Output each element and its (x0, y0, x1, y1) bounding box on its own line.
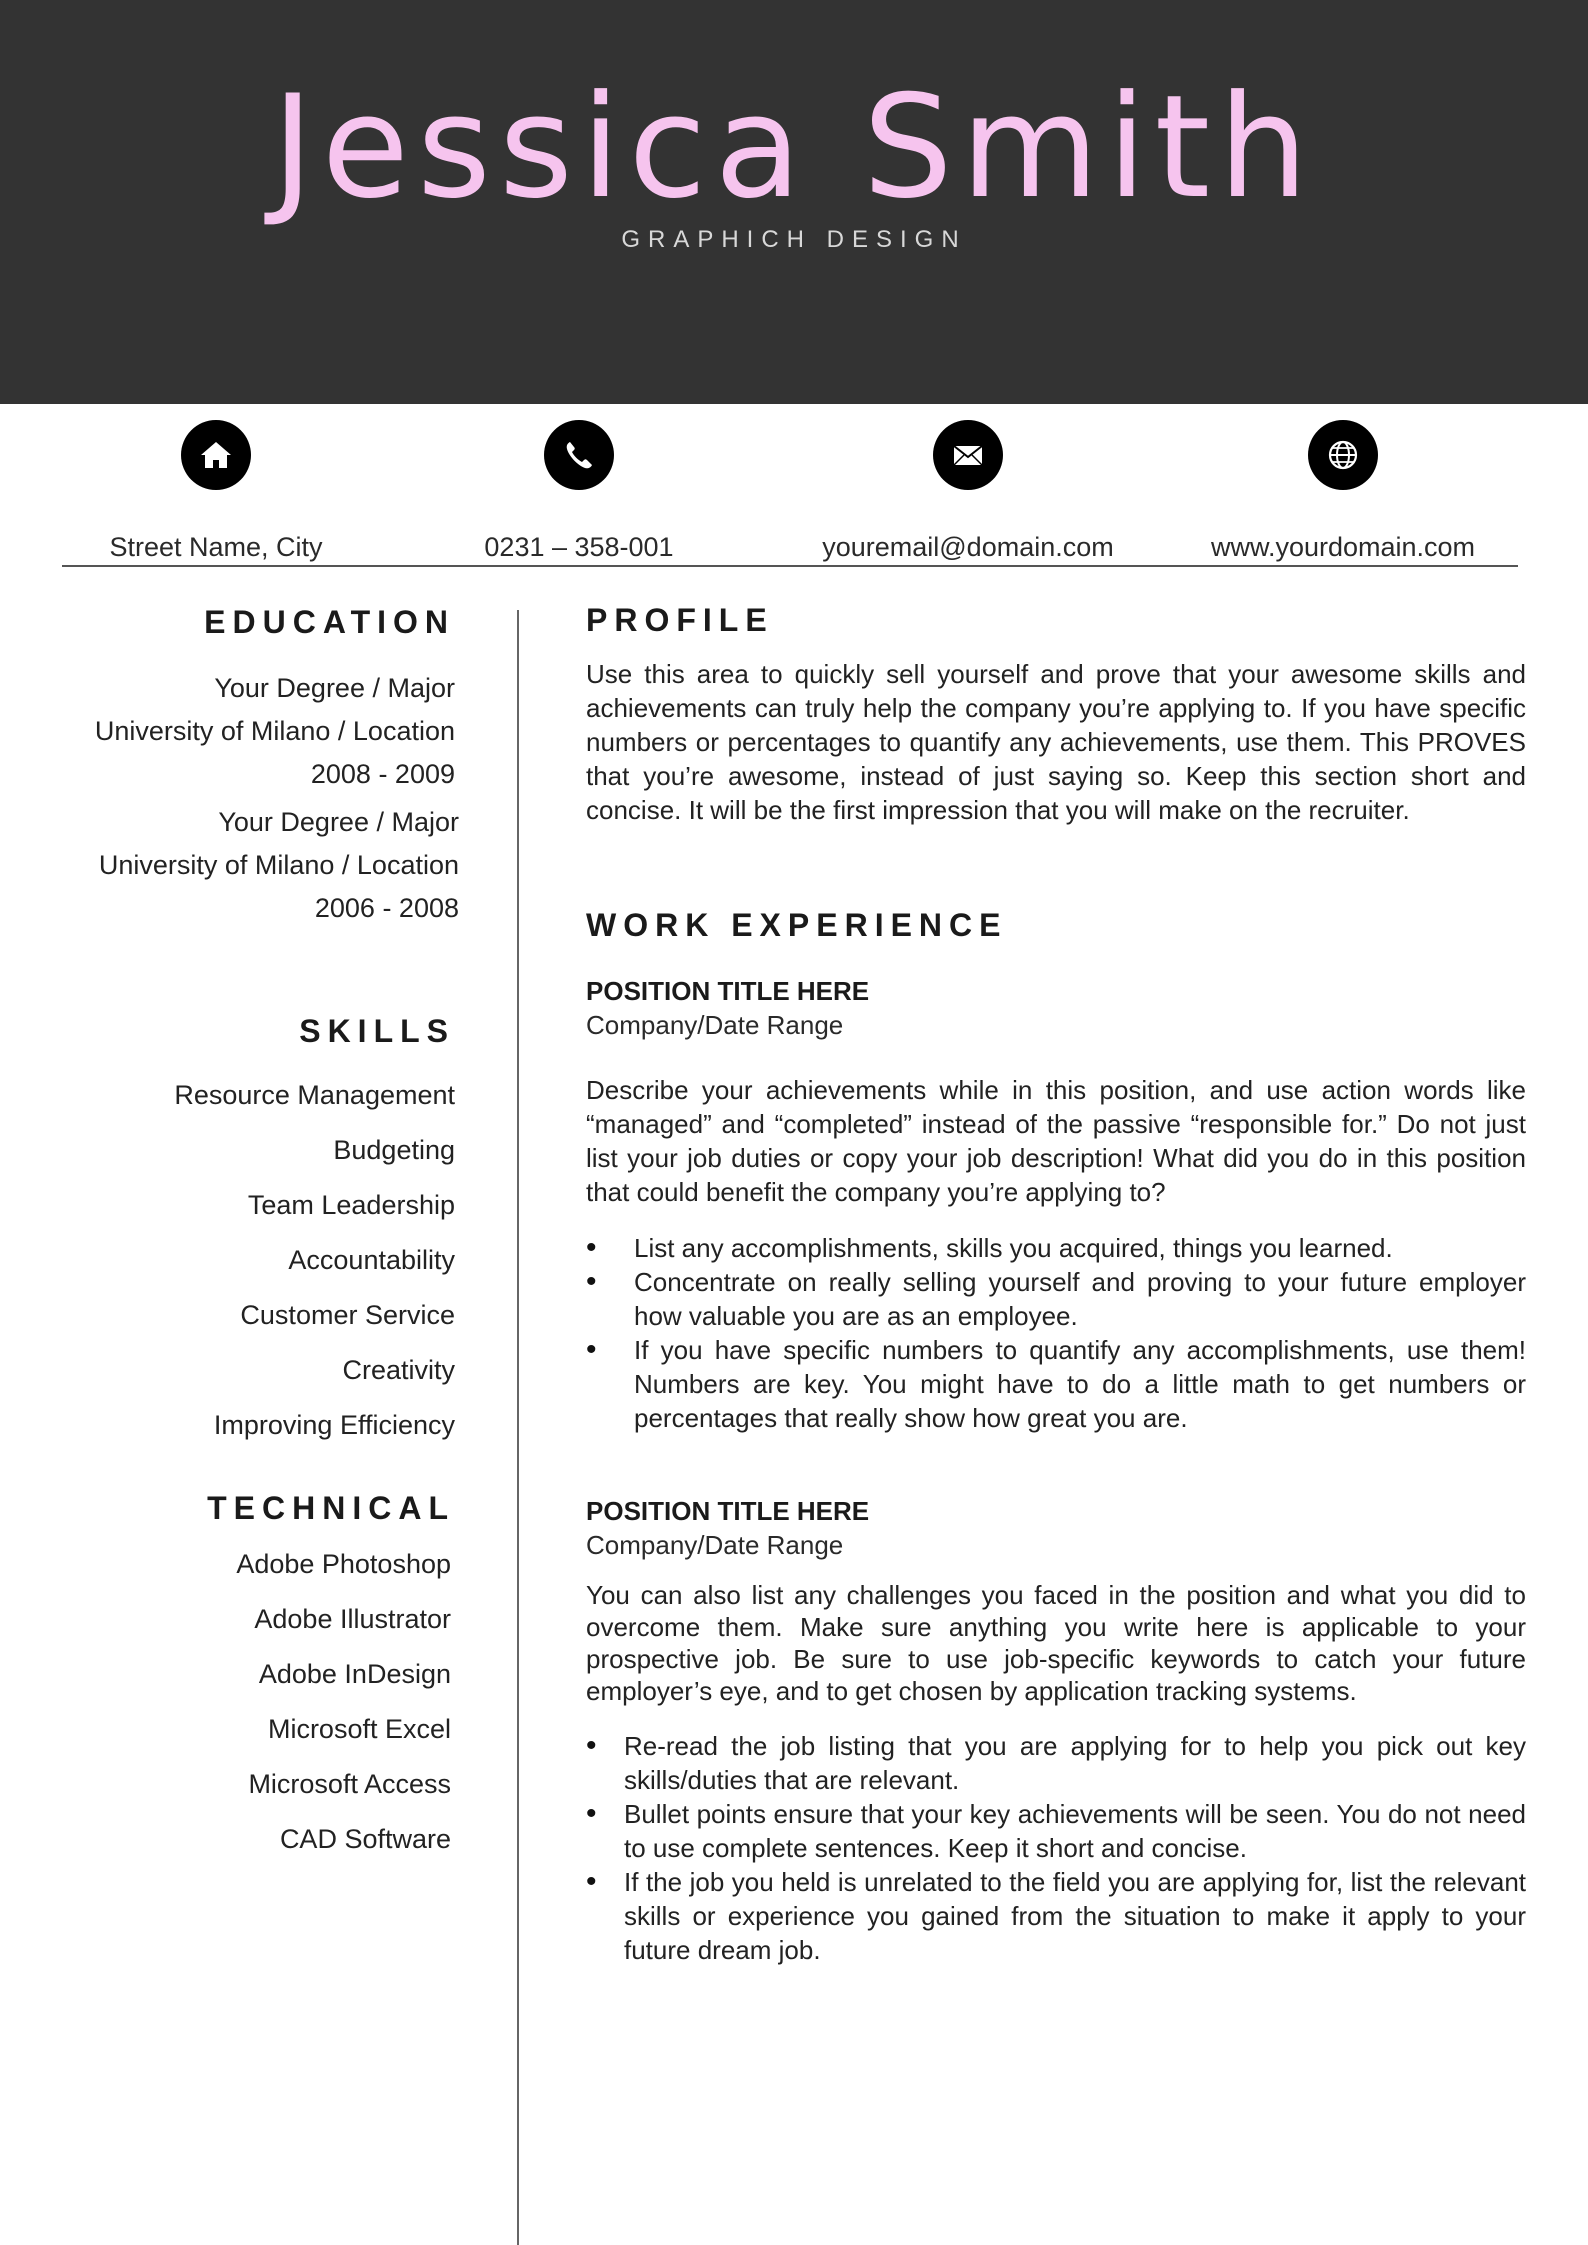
job-bullet: • Re-read the job listing that you are applying for to help you pick out key skills/duties that are relevant. (586, 1729, 1526, 1797)
job-bullet: • Concentrate on really selling yourself and proving to your future employer how valuable you are as an employee. (586, 1265, 1526, 1333)
skill-item: Customer Service (240, 1300, 455, 1330)
skill-item: Team Leadership (247, 1190, 455, 1220)
address-text: Street Name, City (109, 532, 323, 562)
job-position: POSITION TITLE HERE (586, 1496, 870, 1526)
work-section (586, 907, 1526, 1967)
education-entry (40, 667, 455, 796)
education-entry (40, 801, 459, 930)
phone-text: 0231 – 358-001 (484, 532, 674, 562)
job-bullets (586, 1729, 1526, 1967)
job-bullet: • If you have specific numbers to quantify any accomplishments, use them! Numbers are key. You might have to do a little math to get numbers or percentages that really show how great you are. (586, 1333, 1526, 1435)
job-bullet: • If the job you held is unrelated to the field you are applying for, list the relevant skills or experience you gained from the situation to make it apply to your future dream job. (586, 1865, 1526, 1967)
job-entry (586, 1494, 1526, 1967)
education-years: 2008 - 2009 (310, 759, 455, 789)
education-school: University of Milano / Location (94, 716, 455, 746)
job-description: You can also list any challenges you faced in the position and what you did to overcome them. Make sure anything you write here is applicable to your prospective job. Be sure to use job-specific keywords to catch your future employer’s eye, and to get chosen by application tracking systems. (586, 1580, 1526, 1706)
email-icon (933, 420, 1003, 490)
job-company: Company/Date Range (586, 1530, 844, 1560)
column-divider (517, 610, 519, 2245)
skill-item: Creativity (342, 1355, 455, 1385)
work-title: WORK EXPERIENCE (586, 907, 1008, 943)
technical-title: TECHNICAL (207, 1490, 455, 1526)
header-banner (0, 0, 1588, 404)
skills-title: SKILLS (299, 1013, 455, 1049)
education-section (40, 604, 459, 930)
email-text: youremail@domain.com (822, 532, 1114, 562)
education-years: 2006 - 2008 (314, 893, 459, 923)
technical-item: Microsoft Access (248, 1769, 451, 1799)
technical-item: Adobe Illustrator (254, 1604, 451, 1634)
profile-text: Use this area to quickly sell yourself and prove that your awesome skills and achievements can truly help the company you’re applying to. If you have specific numbers or percentages to quantify any achievements, use them. This PROVES that you’re awesome, instead of just saying so. Keep this section short and concise. It will be the first impression that you will make on the recruiter. (586, 659, 1526, 825)
contact-phone (429, 420, 729, 563)
skill-item: Resource Management (174, 1080, 455, 1110)
job-bullet: • List any accomplishments, skills you acquired, things you learned. (586, 1231, 1526, 1265)
profile-title: PROFILE (586, 602, 774, 638)
website-text: www.yourdomain.com (1210, 532, 1476, 562)
skills-section (40, 1013, 455, 1453)
candidate-name: Jessica Smith (271, 65, 1317, 230)
education-title: EDUCATION (204, 604, 455, 640)
education-degree: Your Degree / Major (214, 673, 455, 703)
contact-address (66, 420, 366, 563)
job-entry (586, 974, 1526, 1435)
contact-divider (62, 565, 1518, 567)
skill-item: Budgeting (333, 1135, 455, 1165)
job-description: Describe your achievements while in this position, and use action words like “managed” and “completed” instead of the passive “responsible for.” Do not just list your job duties or copy your job description! What did you do in this position that could benefit the company you’re applying to? (586, 1075, 1526, 1207)
home-icon (181, 420, 251, 490)
education-degree: Your Degree / Major (218, 807, 459, 837)
globe-icon (1308, 420, 1378, 490)
skills-list (40, 1068, 455, 1453)
education-school: University of Milano / Location (98, 850, 459, 880)
job-company: Company/Date Range (586, 1010, 844, 1040)
contact-email (818, 420, 1118, 563)
technical-item: Adobe InDesign (258, 1659, 451, 1689)
job-bullet: • Bullet points ensure that your key achievements will be seen. You do not need to use complete sentences. Keep it short and concise. (586, 1797, 1526, 1865)
candidate-subtitle: GRAPHICH DESIGN (621, 226, 967, 253)
job-position: POSITION TITLE HERE (586, 976, 870, 1006)
job-bullets (586, 1231, 1526, 1435)
contact-website (1193, 420, 1493, 563)
skill-item: Improving Efficiency (213, 1410, 455, 1440)
technical-item: CAD Software (279, 1824, 451, 1854)
skill-item: Accountability (288, 1245, 455, 1275)
technical-list (40, 1537, 451, 1867)
phone-icon (544, 420, 614, 490)
technical-item: Adobe Photoshop (236, 1549, 451, 1579)
technical-section (40, 1490, 455, 1867)
profile-section (586, 602, 1526, 827)
technical-item: Microsoft Excel (267, 1714, 451, 1744)
